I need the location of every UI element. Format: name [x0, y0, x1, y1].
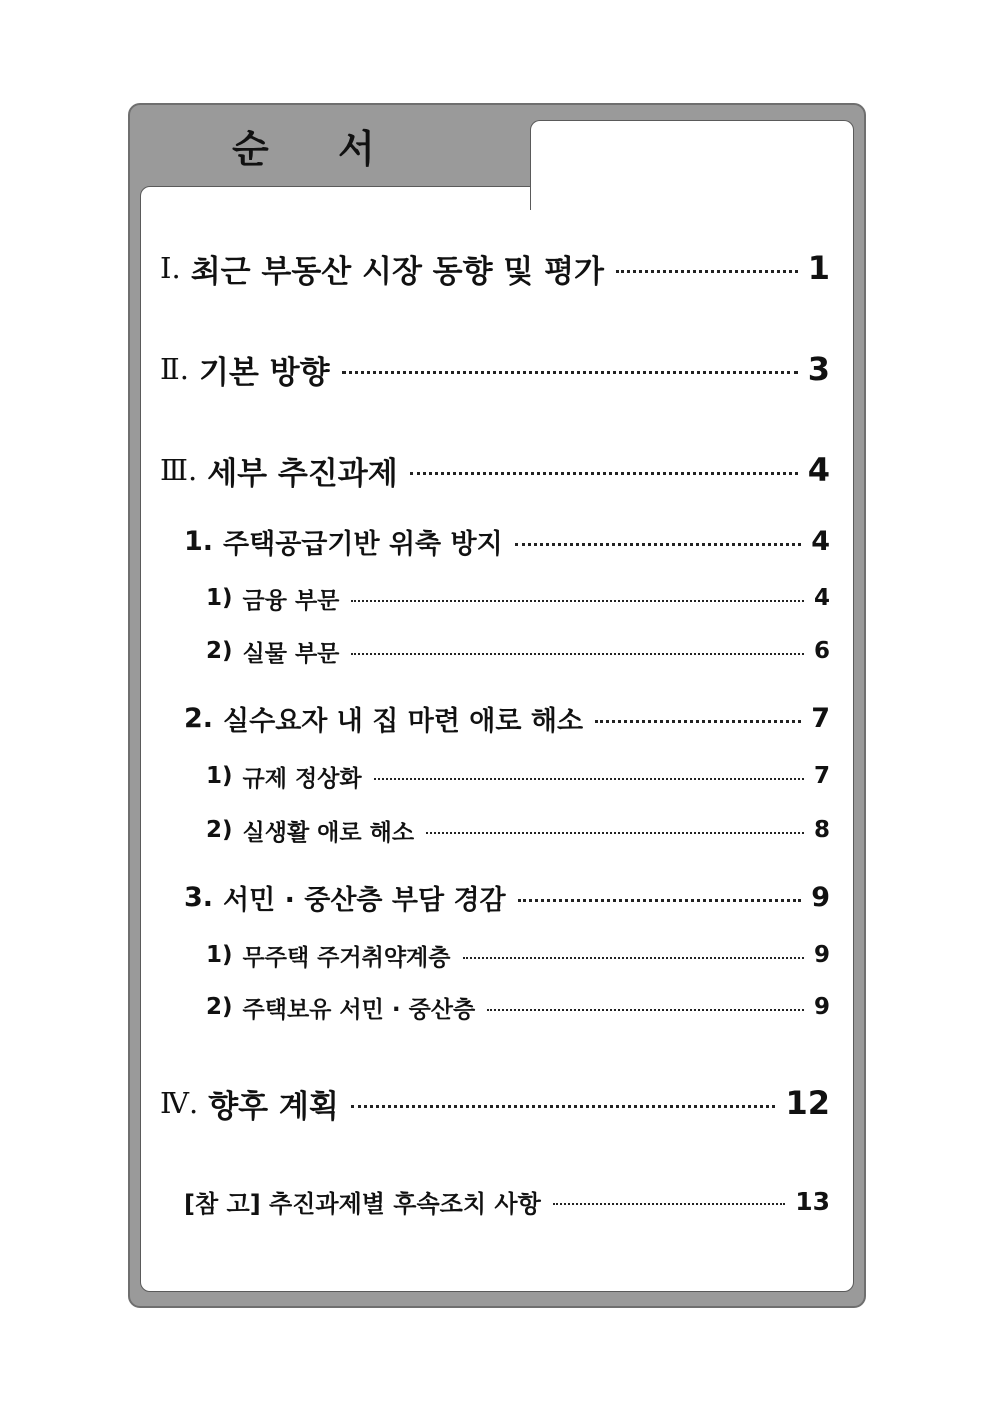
toc-page-number: 9 [811, 881, 830, 913]
toc-page-number: 8 [813, 817, 830, 843]
toc-page-number: 4 [811, 525, 830, 557]
toc-label: 향후 계획 [208, 1088, 339, 1125]
toc-item-reference[interactable] [184, 1184, 830, 1218]
toc-number: 2) [206, 994, 233, 1020]
toc-label: 규제 정상화 [242, 765, 362, 792]
toc-page-number: 13 [795, 1186, 830, 1216]
toc-label: 실수요자 내 집 마련 애로 해소 [223, 705, 584, 737]
dot-leader [463, 957, 804, 959]
toc-number: Ⅱ. [160, 352, 189, 386]
toc-item-section-3-1-2[interactable] [206, 635, 830, 667]
toc-item-section-4[interactable] [160, 1081, 830, 1125]
toc-item-section-3-1-1[interactable] [206, 582, 830, 614]
toc-number: 2) [206, 817, 233, 843]
dot-leader [351, 1105, 776, 1108]
dot-leader [518, 899, 802, 902]
toc-number: Ⅳ. [160, 1086, 199, 1120]
toc-item-section-3-2-2[interactable] [206, 814, 830, 846]
toc-item-section-3-2-1[interactable] [206, 760, 830, 792]
toc-item-section-3-1[interactable] [184, 522, 830, 560]
dot-leader [374, 778, 804, 780]
dot-leader [515, 543, 802, 546]
dot-leader [616, 270, 798, 273]
toc-label: 주택보유 서민 · 중산층 [242, 996, 476, 1023]
toc-number: Ⅰ. [160, 251, 181, 285]
toc-number: 2) [206, 638, 233, 664]
toc-page-number: 4 [807, 451, 830, 489]
dot-leader [342, 371, 798, 374]
toc-label: 최근 부동산 시장 동향 및 평가 [190, 253, 605, 290]
toc-number: 3. [184, 881, 214, 913]
toc-number: 1) [206, 942, 233, 968]
panel-seam [532, 184, 852, 190]
dot-leader [426, 832, 804, 834]
toc-item-section-3-3[interactable] [184, 878, 830, 916]
toc-page-number: 3 [807, 350, 830, 388]
toc-page-number: 7 [811, 702, 830, 734]
dot-leader [351, 653, 804, 655]
toc-panel-top [530, 120, 854, 210]
toc-page-number: 6 [813, 638, 830, 664]
toc-page-number: 4 [813, 585, 830, 611]
toc-label: 금융 부문 [242, 587, 340, 614]
toc-label: 주택공급기반 위축 방지 [223, 528, 503, 560]
toc-label: 실생활 애로 해소 [242, 819, 415, 846]
page-title: 순 서 [232, 127, 403, 171]
toc-label: 실물 부문 [242, 640, 340, 667]
toc-page-number: 9 [813, 942, 830, 968]
toc-item-section-1[interactable] [160, 246, 830, 290]
dot-leader [410, 472, 798, 475]
toc-number: 1) [206, 763, 233, 789]
toc-label: [참 고] 추진과제별 후속조치 사항 [184, 1189, 541, 1218]
toc-label: 서민 · 중산층 부담 경감 [223, 884, 506, 916]
toc-item-section-3-2[interactable] [184, 699, 830, 737]
toc-label: 세부 추진과제 [207, 455, 398, 492]
toc-label: 기본 방향 [198, 354, 330, 391]
toc-page-number: 9 [813, 994, 830, 1020]
toc-number: 2. [184, 702, 214, 734]
toc-number: Ⅲ. [160, 453, 198, 487]
dot-leader [595, 720, 801, 723]
toc-number: 1. [184, 525, 214, 557]
toc-item-section-2[interactable] [160, 347, 830, 391]
toc-page-number: 12 [785, 1084, 830, 1122]
dot-leader [351, 600, 804, 602]
toc-page-number: 7 [813, 763, 830, 789]
toc-item-section-3[interactable] [160, 448, 830, 492]
toc-page-number: 1 [807, 249, 830, 287]
toc-number: 1) [206, 585, 233, 611]
dot-leader [487, 1009, 804, 1011]
toc-item-section-3-3-1[interactable] [206, 939, 830, 971]
dot-leader [553, 1203, 785, 1205]
toc-label: 무주택 주거취약계층 [242, 944, 451, 971]
toc-item-section-3-3-2[interactable] [206, 991, 830, 1023]
